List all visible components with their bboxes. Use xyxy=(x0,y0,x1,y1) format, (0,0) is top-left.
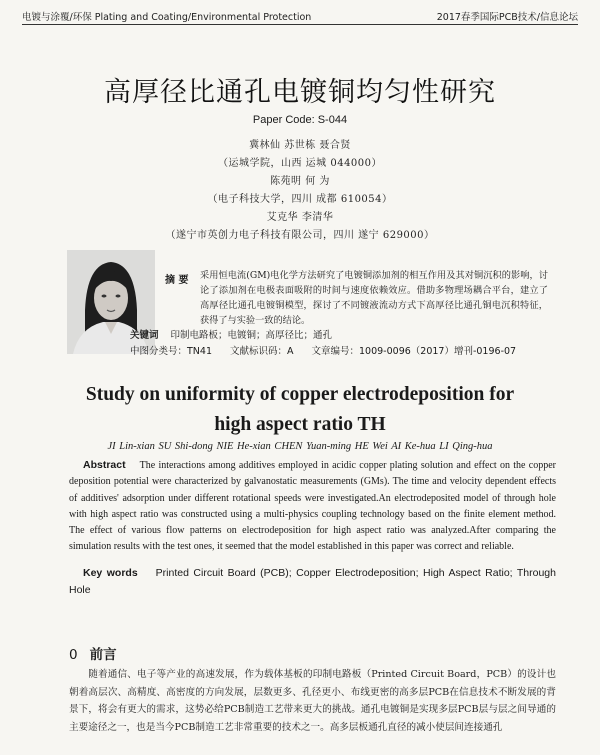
affiliation-2: （电子科技大学，四川 成都 610054） xyxy=(207,194,393,205)
authors-group-3: 艾克华 李清华 xyxy=(266,212,334,223)
article-number: 文章编号：1009-0096（2017）增刊-0196-07 xyxy=(311,346,517,357)
abstract-cn-label: 摘 要 xyxy=(165,275,189,286)
header-forum: 2017春季国际PCB技术/信息论坛 xyxy=(436,12,578,23)
keywords-cn-text: 印制电路板；电镀铜；高厚径比；通孔 xyxy=(170,330,333,341)
section-number: 0 xyxy=(69,647,78,663)
document-code: 文献标识码：A xyxy=(230,346,294,357)
header-journal: 电镀与涂覆/环保 Plating and Coating/Environmental Protection xyxy=(22,12,312,23)
section-title: 前言 xyxy=(89,647,117,663)
abstract-en-label: Abstract xyxy=(83,459,126,471)
affiliation-3: （遂宁市英创力电子科技有限公司，四川 遂宁 629000） xyxy=(165,230,435,241)
keywords-cn-label: 关键词 xyxy=(130,330,159,341)
abstract-en-text: The interactions among additives employed in acidic copper plating solution and effect on the copper deposition potential were characterized by galvanostatic measurements (GMs). The time and velocity dependent effects of additives' adsorption under different rotational speeds were investigated.An electrodeposited model of through hole with high aspect ratio was constructed using a multi-physics coupling technology based on the finite element method. The effect of various flow patterns on electrodeposition for high aspect ratio was analyzed.After comparing the simulation results with the test ones, it seemed that the model established in this paper was correct and reliable. xyxy=(69,460,556,553)
title-english xyxy=(0,380,600,440)
abstract-english xyxy=(69,457,556,556)
clc-number: 中图分类号：TN41 xyxy=(130,346,212,357)
body-paragraph: 随着通信、电子等产业的高速发展，作为载体基板的印制电路板（Printed Circuit Board，PCB）的设计也朝着高层次、高精度、高密度的方向发展，层数更多、孔径更小、布线更密的高多层PCB在信息技术不断发展的背景下，将会有更大的需求，这势必给PCB制造工艺带来更大的挑战。通孔电镀铜是实现多层PCB层与层之间导通的主要途径之一，也是当今PCB制造工艺非常重要的技术之一。高多层板通孔直径的减小使层间连接通孔 xyxy=(69,669,556,733)
authors-english: JI Lin-xian SU Shi-dong NIE He-xian CHEN Yuan-ming HE Wei AI Ke-hua LI Qing-hua xyxy=(107,441,493,452)
title-english-line-2: high aspect ratio TH xyxy=(214,414,386,435)
section-heading xyxy=(69,643,117,663)
keywords-english xyxy=(69,565,556,599)
affiliation-1: （运城学院，山西 运城 044000） xyxy=(217,158,383,169)
keywords-en-text: Printed Circuit Board (PCB); Copper Electrodeposition; High Aspect Ratio; Through Hole xyxy=(69,567,556,596)
abstract-cn-text: 采用恒电流(GM)电化学方法研究了电镀铜添加剂的相互作用及其对铜沉积的影响，讨论了添加剂在电极表面吸附的时间与速度依赖效应。借助多物理场耦合平台，建立了高厚径比通孔电镀铜模型，探讨了不同镀液流动方式下高厚径比通孔铜电沉积特征，获得了与实验一致的结论。 xyxy=(200,270,548,326)
authors-group-1: 冀林仙 苏世栋 聂合贤 xyxy=(249,140,351,151)
classification-line xyxy=(130,343,534,357)
running-header xyxy=(22,8,578,25)
title-english-line-1: Study on uniformity of copper electrodeposition for xyxy=(85,384,515,405)
keywords-cn xyxy=(130,327,332,341)
authors-group-2: 陈苑明 何 为 xyxy=(270,176,330,187)
title-chinese: 高厚径比通孔电镀铜均匀性研究 xyxy=(104,77,496,108)
paper-code: Paper Code: S-044 xyxy=(252,114,348,126)
keywords-en-label: Key words xyxy=(83,567,138,579)
